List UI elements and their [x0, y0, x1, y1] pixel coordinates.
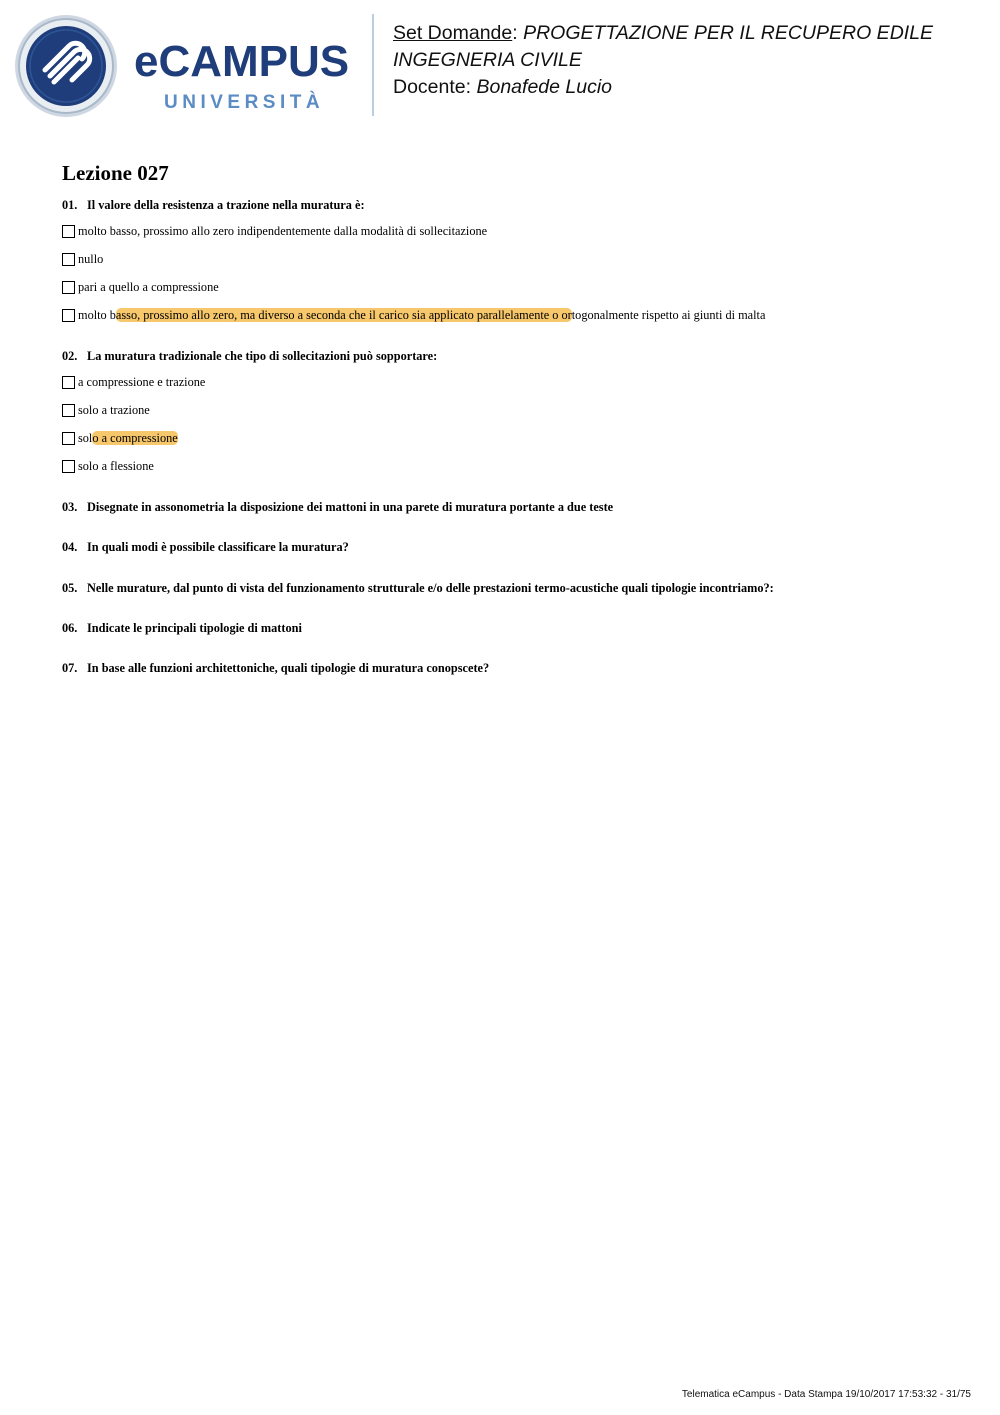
question: 04. In quali modi è possibile classificare la muratura?: [62, 540, 349, 554]
text-highlight: o a compressione: [92, 431, 178, 445]
lesson-title: Lezione 027: [62, 161, 169, 185]
question: 02. La muratura tradizionale che tipo di sollecitazioni può sopportare:: [62, 349, 438, 363]
answer-option[interactable]: a compressione e trazione: [62, 374, 205, 390]
ecampus-emblem-icon: [14, 14, 118, 118]
checkbox[interactable]: [62, 404, 75, 417]
svg-text:UNIVERSITÀ: UNIVERSITÀ: [164, 92, 325, 113]
checkbox[interactable]: [62, 225, 75, 238]
teacher-name: Bonafede Lucio: [476, 76, 613, 98]
ecampus-wordmark: [134, 36, 374, 116]
checkbox[interactable]: [62, 376, 75, 389]
teacher-line: [393, 74, 983, 101]
answer-option[interactable]: solo a trazione: [62, 402, 150, 418]
checkbox[interactable]: [62, 309, 75, 322]
course-title: PROGETTAZIONE PER IL RECUPERO EDILE: [523, 22, 934, 44]
set-label: Set Domande: [393, 22, 513, 44]
answer-option[interactable]: pari a quello a compressione: [62, 279, 219, 295]
svg-text:eCAMPUS: eCAMPUS: [134, 37, 350, 86]
header-info: [393, 20, 983, 101]
answer-option[interactable]: solo a compressione: [62, 430, 178, 446]
answer-option[interactable]: molto basso, prossimo allo zero, ma diverso a seconda che il carico sia applicato parallelamente o ortogonalmente rispetto ai giunti di malta: [62, 307, 765, 323]
checkbox[interactable]: [62, 460, 75, 473]
ecampus-logo: [14, 14, 359, 118]
text-highlight: asso, prossimo allo zero, ma diverso a seconda che il carico sia applicato parallelamente o or: [115, 308, 572, 322]
question: 06. Indicate le principali tipologie di mattoni: [62, 621, 302, 635]
question: 07. In base alle funzioni architettoniche, quali tipologie di muratura conopscete?: [62, 661, 490, 675]
teacher-label: Docente:: [393, 76, 472, 98]
answer-option[interactable]: solo a flessione: [62, 458, 154, 474]
header-divider: [372, 14, 374, 116]
checkbox[interactable]: [62, 281, 75, 294]
page-footer: Telematica eCampus - Data Stampa 19/10/2017 17:53:32 - 31/75: [681, 1389, 971, 1400]
checkbox[interactable]: [62, 253, 75, 266]
question: 01. Il valore della resistenza a trazione nella muratura è:: [62, 198, 365, 212]
course-line-2: INGEGNERIA CIVILE: [393, 49, 582, 71]
answer-option[interactable]: molto basso, prossimo allo zero indipendentemente dalla modalità di sollecitazione: [62, 223, 487, 239]
question: 03. Disegnate in assonometria la disposizione dei mattoni in una parete di muratura portante a due teste: [62, 500, 614, 514]
answer-option[interactable]: nullo: [62, 251, 103, 267]
question: 05. Nelle murature, dal punto di vista del funzionamento strutturale e/o delle prestazioni termo-acustiche quali tipologie incontriamo?:: [62, 581, 774, 595]
course-line-1: Set Domande: PROGETTAZIONE PER IL RECUPERO EDILE: [393, 22, 934, 44]
checkbox[interactable]: [62, 432, 75, 445]
